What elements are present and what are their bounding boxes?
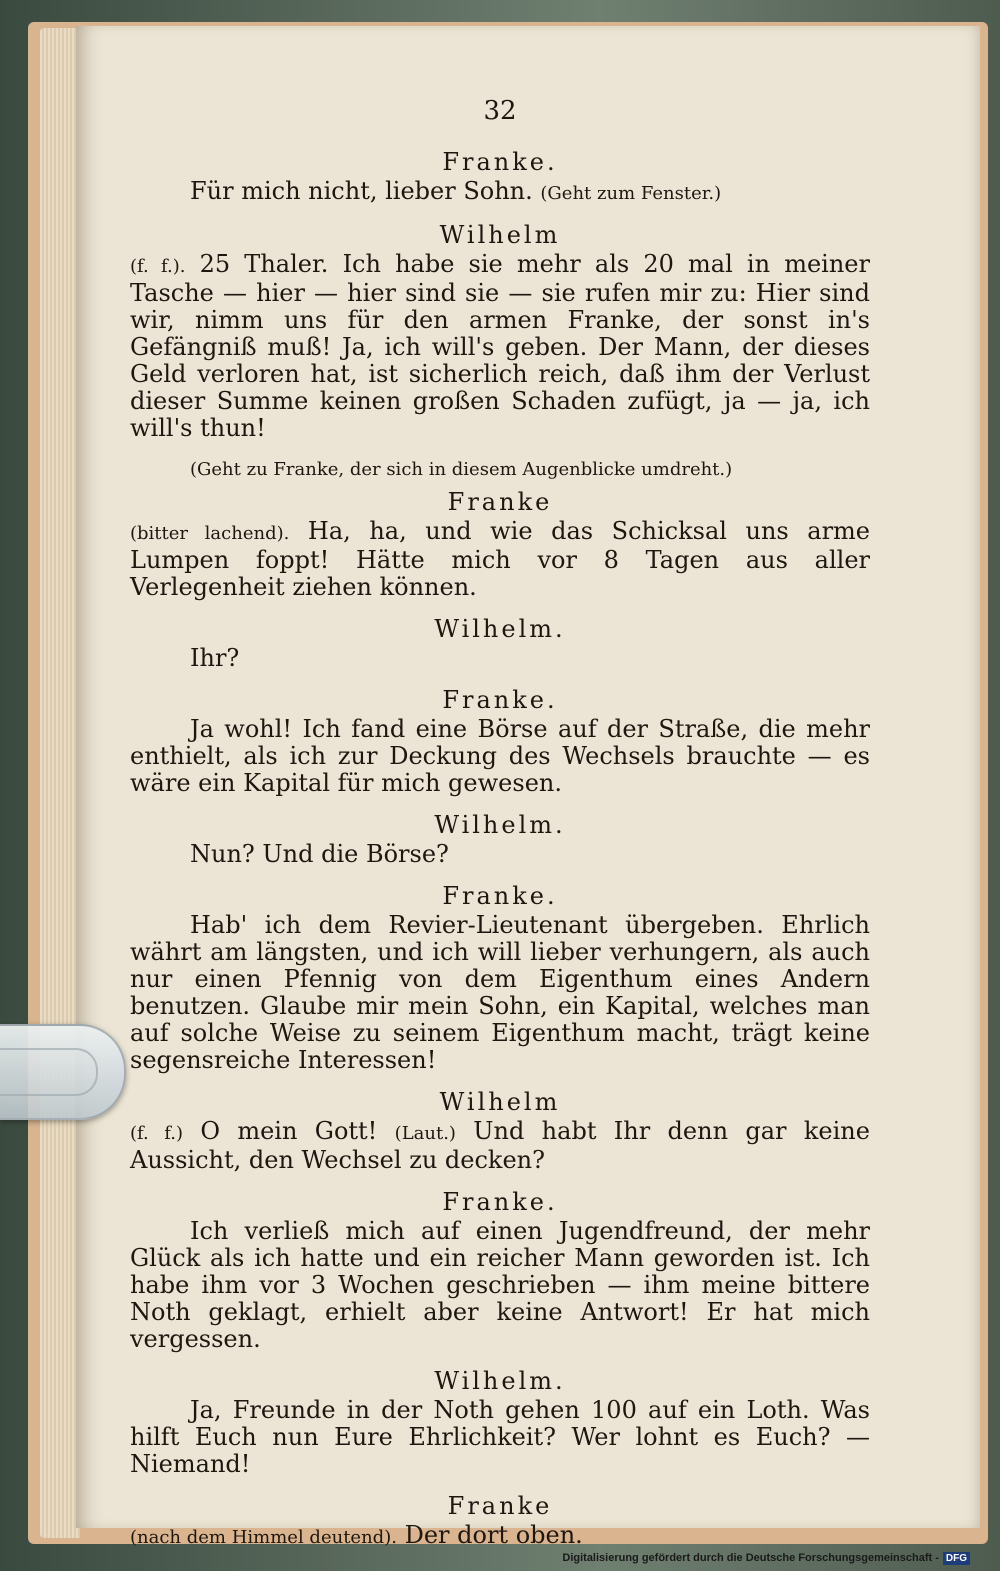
dialogue-line [130,645,870,672]
dialogue-text: Der dort oben. [404,1521,583,1549]
speaker-name: Wilhelm [439,1088,561,1116]
speaker-name: Wilhelm. [434,811,566,839]
dialogue-line [130,251,870,442]
block-spacer [130,1074,870,1086]
paper-clip-loop [0,1048,98,1096]
dialogue-text: Für mich nicht, lieber Sohn. [190,177,533,205]
dialogue-blocks [130,146,870,1563]
dialogue-text: Nun? Und die Börse? [190,840,449,868]
dialogue-text: Ja wohl! Ich fand eine Börse auf der Straße, die mehr enthielt, als ich zur Deckung des Wechsels brauchte — es wäre ein Kapital für mich gewesen. [130,715,870,797]
stage-direction-trail: (Geht zum Fenster.) [540,183,722,204]
footer-text: Digitalisierung gefördert durch die Deutsche Forschungsgemeinschaft - [562,1552,939,1564]
digitization-footer [562,1549,970,1567]
dialogue-text: O mein Gott! [200,1117,378,1145]
stage-direction-lead: (nach dem Himmel deutend). [130,1527,397,1548]
speaker-name: Wilhelm [439,221,561,249]
speaker-name: Wilhelm. [434,1367,566,1395]
page-text [130,96,870,1563]
dialogue-line [130,518,870,601]
speaker-name: Franke. [442,686,558,714]
dialogue-line [130,178,870,207]
speaker-name: Franke. [442,882,558,910]
block-spacer [130,601,870,613]
dialogue-line [130,716,870,797]
dialogue-line [130,912,870,1074]
speaker-name: Franke. [442,148,558,176]
speaker-name: Franke [447,1492,553,1520]
dialogue-text: Hab' ich dem Revier-Lieutenant übergeben. Ehrlich währt am längsten, und ich will lieber verhungern, als auch nur einen Pfennig von dem Eigenthum eines Andern benutzen. Glaube mir mein Sohn, ein Kapital, welches man auf solche Weise zu seinem Eigenthum macht, trägt keine segensreiche Interessen! [130,911,870,1074]
dialogue-line [130,1218,870,1353]
dialogue-line [130,841,870,868]
block-spacer [130,1353,870,1365]
dialogue-text: Ihr? [190,644,240,672]
block-spacer [130,797,870,809]
dialogue-line [130,1397,870,1478]
block-spacer [130,207,870,219]
speaker-name: Franke [447,488,553,516]
block-spacer [130,868,870,880]
speaker-name: Franke. [442,1188,558,1216]
block-spacer [130,442,870,454]
dfg-logo: DFG [943,1552,970,1565]
dialogue-text: Ich verließ mich auf einen Jugendfreund, der mehr Glück als ich hatte und ein reicher Mann geworden ist. Ich habe ihm vor 3 Wochen geschrieben — ihm meine bittere Noth geklagt, erhielt aber keine Antwort! Er hat mich vergessen. [130,1217,870,1353]
dialogue-text: Ja, Freunde in der Noth gehen 100 auf ein Loth. Was hilft Euch nun Eure Ehrlichkeit? Wer lohnt es Euch? — Niemand! [130,1396,870,1478]
block-spacer [130,1478,870,1490]
stage-direction: (Geht zu Franke, der sich in diesem Augenblicke umdreht.) [190,459,733,480]
stage-direction-lead: (f. f.). [130,256,186,277]
block-spacer [130,1174,870,1186]
stage-direction-inline: (Laut.) [394,1123,456,1144]
dialogue-text: Ha, ha, und wie das Schicksal uns arme Lumpen foppt! Hätte mich vor 8 Tagen aus aller Verlegenheit ziehen können. [130,517,871,601]
stage-direction-lead: (f. f.) [130,1123,183,1144]
paper-clip [0,1024,126,1120]
dialogue-text: Und habt Ihr denn gar keine Aussicht, den Wechsel zu decken? [130,1117,870,1174]
stage-direction-lead: (bitter lachend). [130,523,290,544]
dialogue-text: 25 Thaler. Ich habe sie mehr als 20 mal in meiner Tasche — hier — hier sind sie — sie rufen mir zu: Hier sind wir, nimm uns für den armen Franke, der sonst in's Gefängniß muß! Ja, ich will's geben. Der Mann, der dieses Geld verloren hat, ist sicherlich reich, daß ihm der Verlust dieser Summe keinen großen Schaden zufügt, ja — ja, ich will's thun! [130,250,870,442]
page-number: 32 [483,96,517,126]
page-stack-edge [40,28,80,1538]
block-spacer [130,672,870,684]
speaker-name: Wilhelm. [434,615,566,643]
dialogue-line [130,1522,870,1551]
dialogue-line [130,1118,870,1174]
